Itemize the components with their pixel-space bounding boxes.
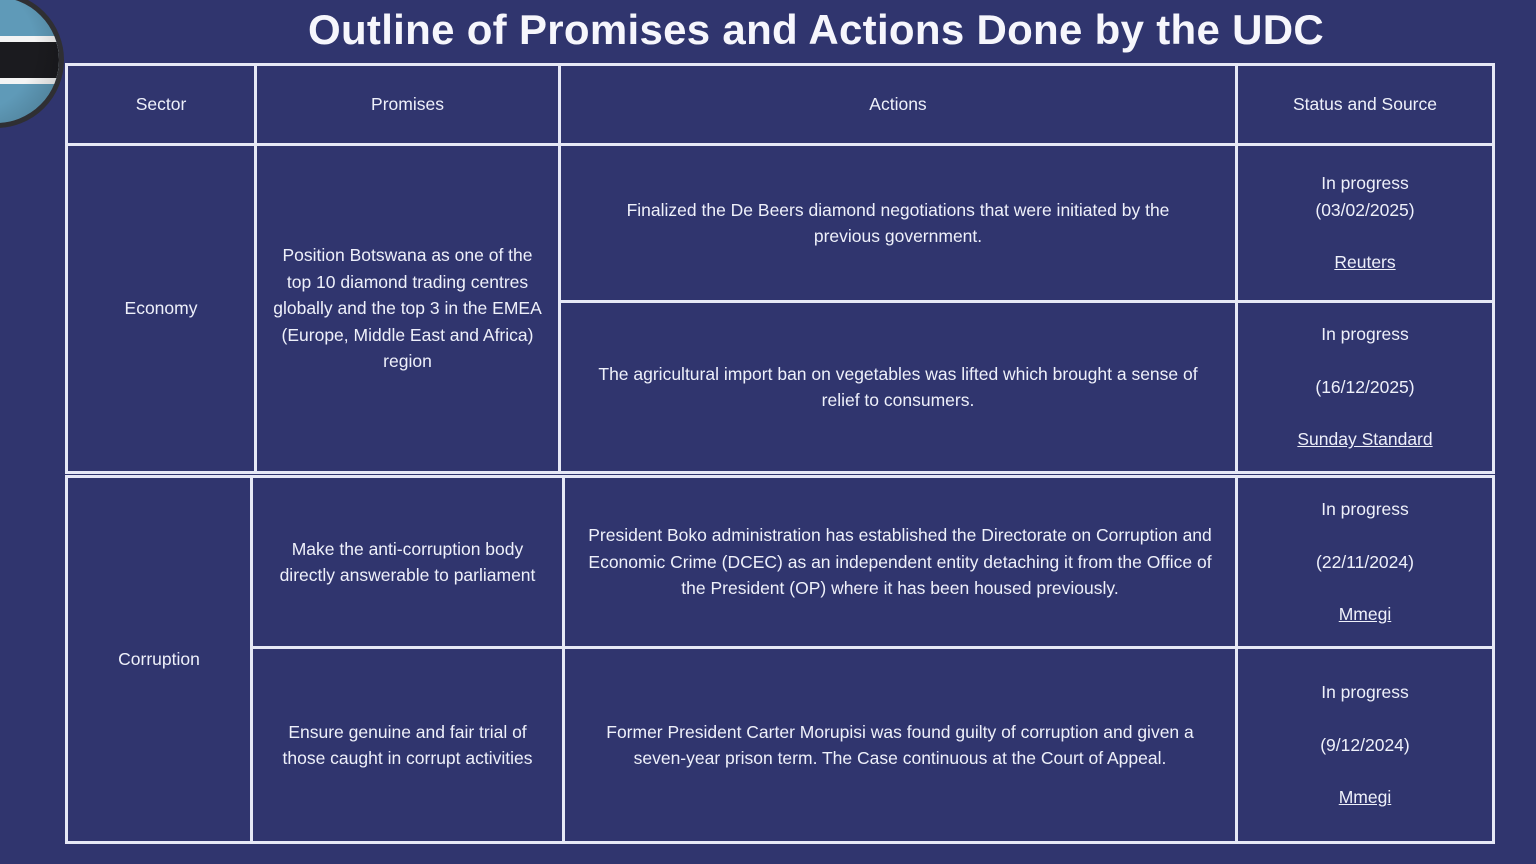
status-text: In progress (1321, 324, 1409, 345)
status-date: (03/02/2025) (1315, 199, 1415, 220)
header-status-source: Status and Source (1235, 63, 1495, 146)
source-link-mmegi[interactable]: Mmegi (1338, 787, 1392, 808)
status-text: In progress (1321, 173, 1409, 194)
status-text: In progress (1321, 682, 1409, 703)
sector-economy: Economy (65, 143, 257, 474)
action-corruption-1: President Boko administration has established the Directorate on Corruption and Economic Crime (DCEC) as an independent entity detaching it from the Office of the President (OP) where it has been housed previously. (562, 475, 1238, 649)
promise-economy: Position Botswana as one of the top 10 diamond trading centres globally and the top 3 in the EMEA (Europe, Middle East and Africa) region (254, 143, 561, 474)
status-text: In progress (1321, 499, 1409, 520)
action-economy-1: Finalized the De Beers diamond negotiations that were initiated by the previous government. (558, 143, 1238, 303)
sector-corruption: Corruption (65, 475, 253, 844)
source-link-reuters[interactable]: Reuters (1334, 252, 1396, 273)
status-economy-2 (1235, 300, 1495, 474)
status-economy-1 (1235, 143, 1495, 303)
source-link-mmegi[interactable]: Mmegi (1338, 604, 1392, 625)
page-title: Outline of Promises and Actions Done by the UDC (308, 6, 1324, 53)
status-corruption-1 (1235, 475, 1495, 649)
action-economy-2: The agricultural import ban on vegetables was lifted which brought a sense of relief to consumers. (558, 300, 1238, 474)
header-promises: Promises (254, 63, 561, 146)
promise-corruption-1: Make the anti-corruption body directly answerable to parliament (250, 475, 565, 649)
status-date: (16/12/2025) (1315, 376, 1415, 397)
status-date: (22/11/2024) (1316, 551, 1414, 572)
header-sector: Sector (65, 63, 257, 146)
status-date: (9/12/2024) (1320, 734, 1410, 755)
source-link-sunday-standard[interactable]: Sunday Standard (1297, 429, 1433, 450)
action-corruption-2: Former President Carter Morupisi was found guilty of corruption and given a seven-year prison term. The Case continuous at the Court of Appeal. (562, 646, 1238, 844)
status-corruption-2 (1235, 646, 1495, 844)
header-actions: Actions (558, 63, 1238, 146)
promise-corruption-2: Ensure genuine and fair trial of those caught in corrupt activities (250, 646, 565, 844)
